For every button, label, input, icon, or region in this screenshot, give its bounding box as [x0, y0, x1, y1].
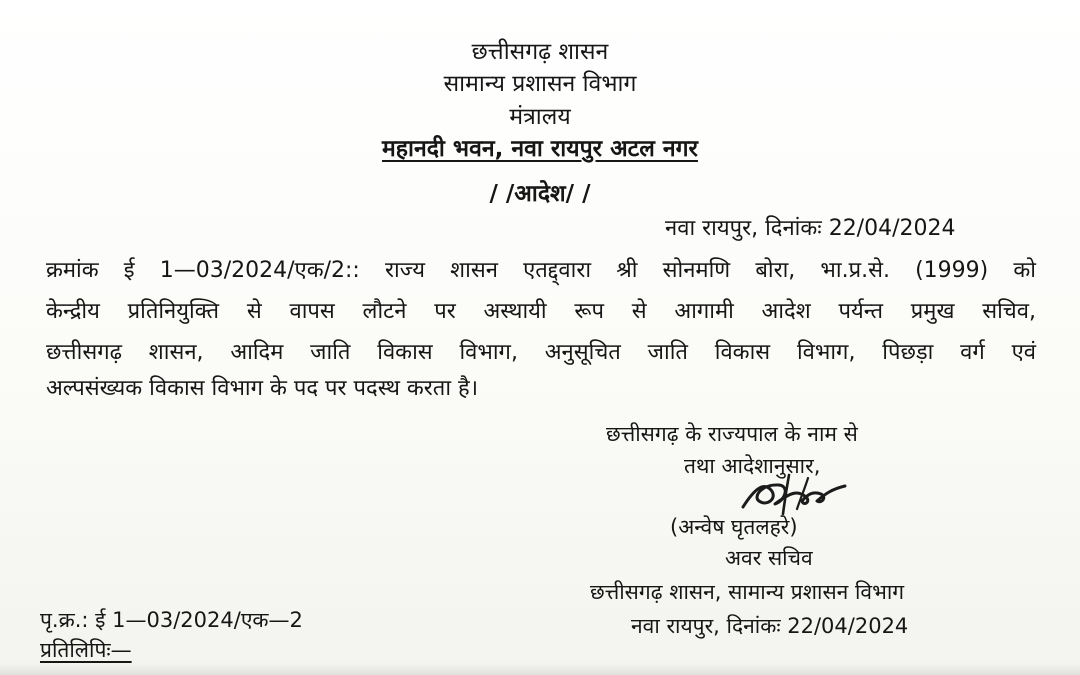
- order-paragraph-line-3: छत्तीसगढ़ शासन, आदिम जाति विकास विभाग, अनुसूचित जाति विकास विभाग, पिछड़ा वर्ग एवं: [46, 340, 1036, 365]
- page-bottom-edge: [0, 663, 1080, 675]
- endorsement-number: पृ.क्र.: ई 1—03/2024/एक—2: [40, 608, 303, 632]
- order-paragraph-line-2: केन्द्रीय प्रतिनियुक्ति से वापस लौटने पर अस्थायी रूप से आगामी आदेश पर्यन्त प्रमुख सचिव,: [46, 299, 1036, 324]
- ministry-label: मंत्रालय: [509, 104, 571, 130]
- signature-order-line: तथा आदेशानुसार,: [684, 454, 821, 478]
- handwritten-signature: [735, 470, 853, 518]
- signatory-designation: अवर सचिव: [725, 546, 813, 570]
- signature-authority-line: छत्तीसगढ़ के राज्यपाल के नाम से: [606, 422, 858, 446]
- signatory-name: (अन्वेष घृतलहरे): [670, 515, 798, 539]
- department-name: सामान्य प्रशासन विभाग: [443, 71, 637, 97]
- order-title: / /आदेश/ /: [489, 181, 591, 207]
- order-paragraph-line-1: क्रमांक ई 1—03/2024/एक/2:: राज्य शासन एतद्द्वारा श्री सोनमणि बोरा, भा.प्र.से. (1999) को: [46, 258, 1036, 283]
- government-name: छत्तीसगढ़ शासन: [471, 39, 609, 65]
- order-paragraph-line-4: अल्पसंख्यक विकास विभाग के पद पर पदस्थ करता है।: [46, 376, 479, 401]
- copy-to-label: प्रतिलिपिः—: [40, 638, 132, 662]
- copy-date-line: नवा रायपुर, दिनांकः 22/04/2024: [631, 614, 909, 638]
- office-address: महानदी भवन, नवा रायपुर अटल नगर: [382, 136, 698, 162]
- signatory-department: छत्तीसगढ़ शासन, सामान्य प्रशासन विभाग: [590, 580, 905, 604]
- order-date-line: नवा रायपुर, दिनांकः 22/04/2024: [665, 216, 956, 241]
